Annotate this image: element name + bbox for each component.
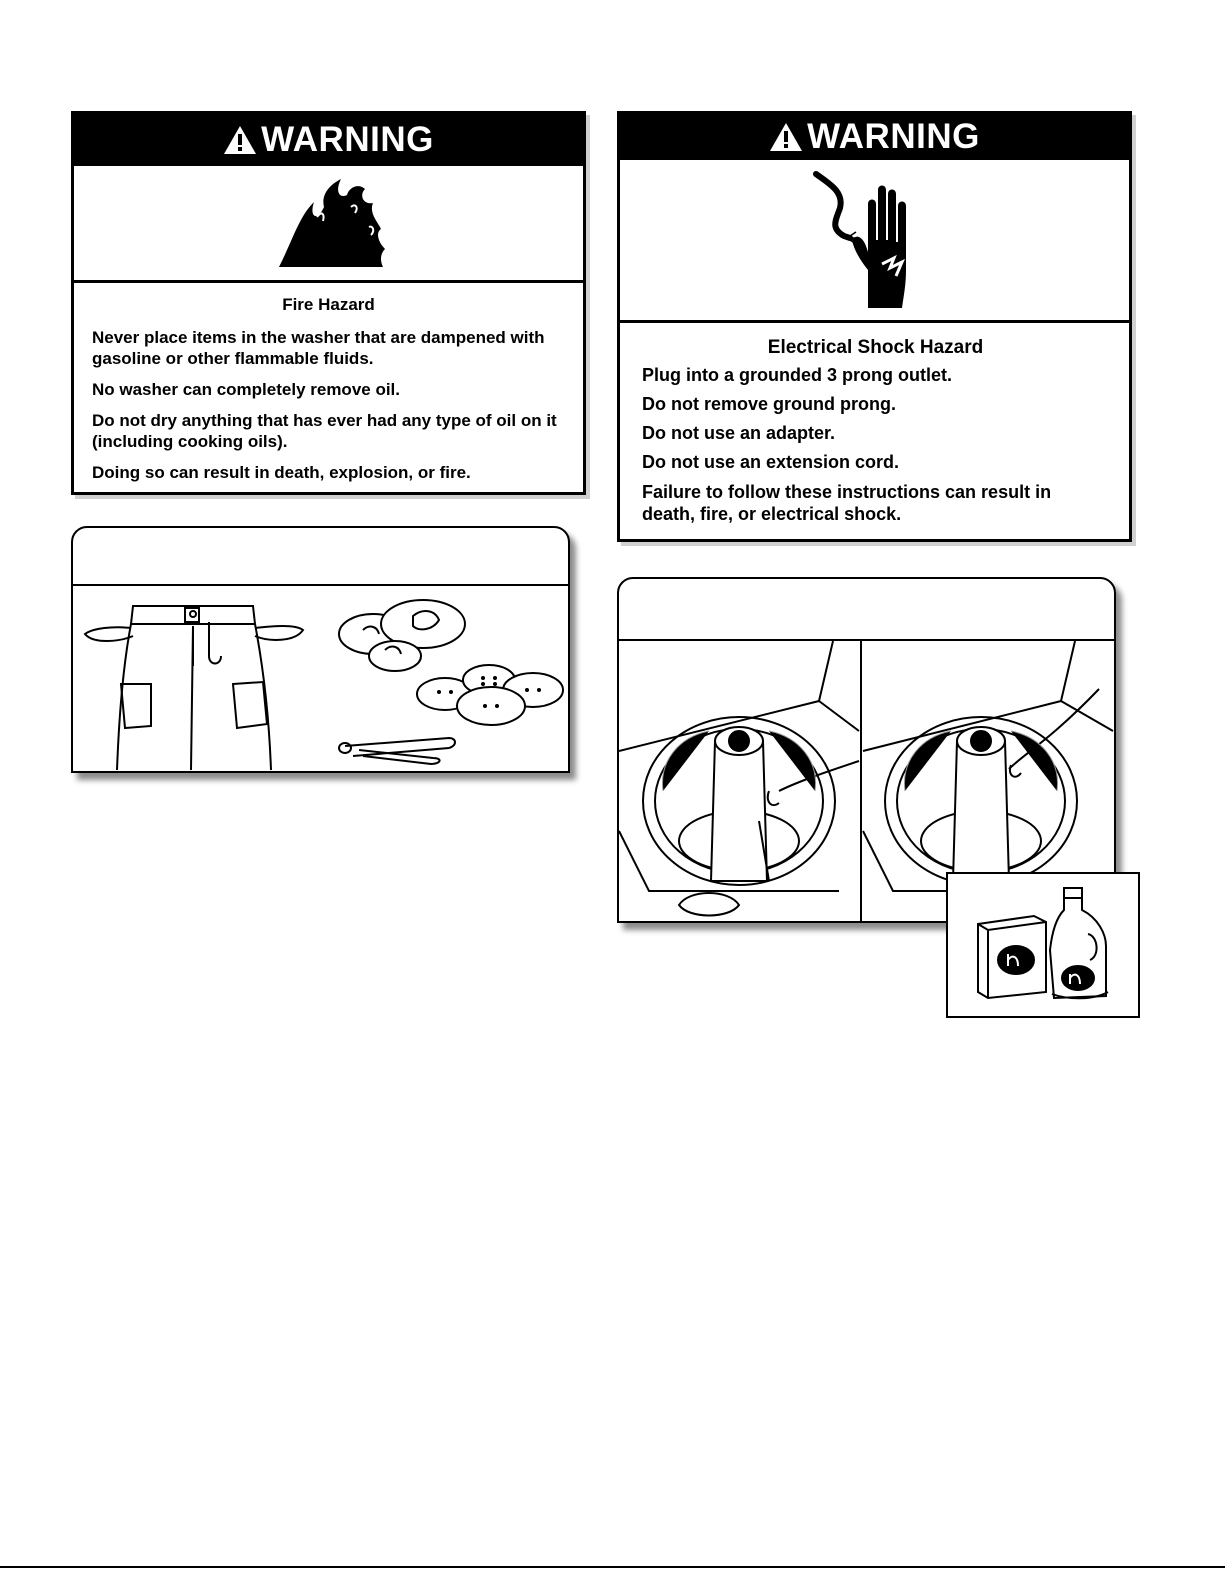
shock-icon-area (620, 160, 1129, 323)
fire-hazard-line: Never place items in the washer that are dampened with gasoline or other flammable fluids. (92, 328, 545, 368)
washer-load-panel-header (619, 579, 1114, 641)
fire-warning-header (74, 114, 583, 166)
electric-shock-hand-icon (810, 170, 940, 310)
fire-hazard-line: No washer can completely remove oil. (92, 380, 401, 399)
fire-hazard-line: Do not dry anything that has ever had any type of oil on it (including cooking oils). (92, 411, 557, 451)
warning-triangle-icon (223, 125, 257, 155)
pants-pockets-illustration (73, 586, 568, 772)
fire-hazard-title: Fire Hazard (282, 295, 375, 314)
shock-warning-box (617, 111, 1132, 542)
shock-hazard-title: Electrical Shock Hazard (767, 337, 984, 358)
fire-warning-box (71, 111, 586, 495)
he-detergent-icon (948, 874, 1138, 1016)
shock-hazard-line: Do not remove ground prong. (642, 394, 896, 414)
shock-hazard-line: Failure to follow these instructions can result in death, fire, or electrical shock. (642, 482, 1052, 524)
shock-warning-header (620, 114, 1129, 160)
fire-icon-area (74, 166, 583, 283)
shock-hazard-line: Plug into a grounded 3 prong outlet. (642, 365, 952, 385)
empty-pockets-panel (71, 526, 570, 773)
shock-hazard-line: Do not use an extension cord. (642, 452, 900, 472)
shock-warning-header-text: WARNING (807, 117, 980, 156)
fire-icon (269, 177, 389, 269)
warning-triangle-icon (769, 122, 803, 152)
fire-hazard-line: Doing so can result in death, explosion, or fire. (92, 463, 471, 482)
he-detergent-inset (946, 872, 1140, 1018)
page-bottom-rule (0, 1566, 1225, 1568)
fire-warning-header-text: WARNING (261, 120, 434, 159)
shock-hazard-body (620, 323, 1129, 525)
empty-pockets-panel-header (73, 528, 568, 586)
shock-hazard-line: Do not use an adapter. (642, 423, 836, 443)
fire-hazard-body (74, 283, 583, 483)
